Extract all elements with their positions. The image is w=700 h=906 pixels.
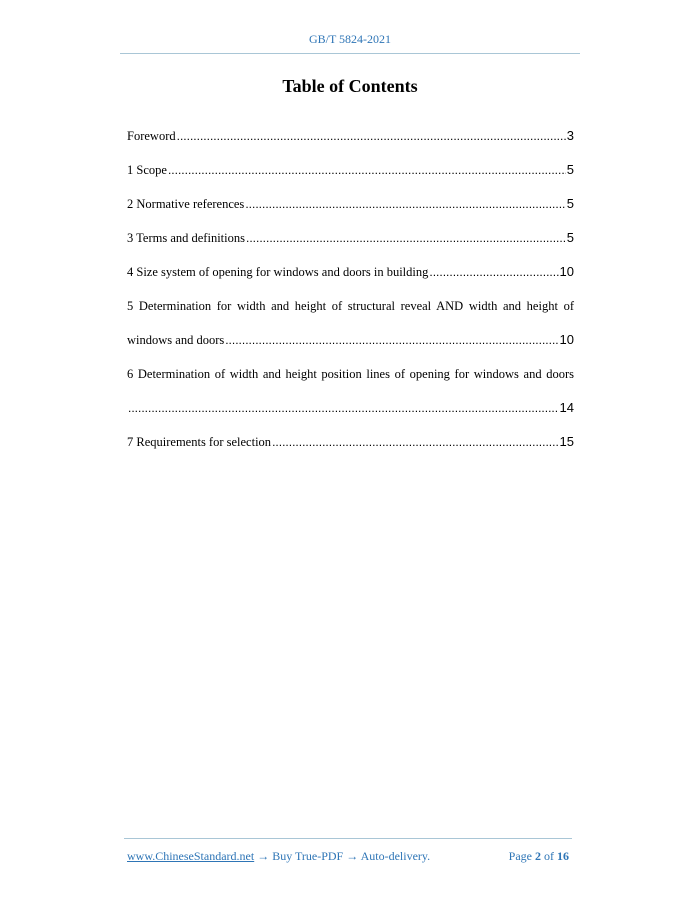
toc-page-number: 15 — [559, 434, 574, 449]
toc-entry-size-system[interactable] — [127, 260, 574, 294]
toc-entry-label: 4 Size system of opening for windows and doors in building — [127, 265, 429, 279]
dot-leader — [429, 260, 558, 284]
toc-entry-label: 1 Scope — [127, 163, 167, 177]
toc-entry-label: 7 Requirements for selection — [127, 435, 272, 449]
footer-promo — [127, 849, 430, 864]
of-word: of — [544, 849, 554, 863]
toc-entry-label: 6 Determination of width and height position lines of opening for windows and doors — [127, 367, 574, 381]
buy-text: Buy True-PDF — [272, 849, 344, 863]
page-title: Table of Contents — [282, 76, 418, 96]
toc-entry-position-lines-line1[interactable] — [127, 362, 574, 396]
dot-leader — [245, 192, 565, 216]
toc-entry-normative-references[interactable] — [127, 192, 574, 226]
toc-page-number: 5 — [566, 196, 574, 211]
dot-leader — [246, 226, 566, 250]
toc-page-number: 5 — [566, 162, 574, 177]
toc-entry-terms-and-definitions[interactable] — [127, 226, 574, 260]
toc-entry-label: 5 Determination for width and height of structural reveal AND width and height of — [127, 299, 574, 313]
page-footer — [124, 838, 572, 868]
toc-page-number: 10 — [559, 332, 574, 347]
page-indicator — [509, 849, 569, 864]
dot-leader — [177, 124, 566, 148]
toc-entry-scope[interactable] — [127, 158, 574, 192]
toc-entry-position-lines-line2[interactable] — [127, 396, 574, 430]
delivery-text: Auto-delivery. — [360, 849, 431, 863]
toc-entry-label: 2 Normative references — [127, 197, 245, 211]
toc-entry-label: windows and doors — [127, 333, 225, 347]
toc-page-number: 3 — [566, 128, 574, 143]
table-of-contents — [127, 124, 574, 464]
toc-page-number: 14 — [559, 400, 574, 415]
toc-entry-requirements-for-selection[interactable] — [127, 430, 574, 464]
toc-entry-label: 3 Terms and definitions — [127, 231, 245, 245]
toc-entry-structural-reveal-line2[interactable] — [127, 328, 574, 362]
dot-leader — [225, 328, 558, 352]
arrow-icon: → — [346, 849, 359, 863]
current-page: 2 — [535, 849, 541, 863]
site-link[interactable]: www.ChineseStandard.net — [127, 849, 255, 863]
page-word: Page — [508, 849, 532, 863]
toc-entry-label: Foreword — [127, 129, 176, 143]
document-code: GB/T 5824-2021 — [308, 32, 392, 46]
dot-leader — [128, 396, 559, 420]
toc-entry-foreword[interactable] — [127, 124, 574, 158]
dot-leader — [168, 158, 566, 182]
page-header — [120, 30, 580, 54]
toc-page-number: 10 — [559, 264, 574, 279]
toc-entry-structural-reveal-line1[interactable] — [127, 294, 574, 328]
total-pages: 16 — [557, 849, 569, 863]
toc-page-number: 5 — [566, 230, 574, 245]
arrow-icon: → — [257, 849, 270, 863]
dot-leader — [272, 430, 558, 454]
